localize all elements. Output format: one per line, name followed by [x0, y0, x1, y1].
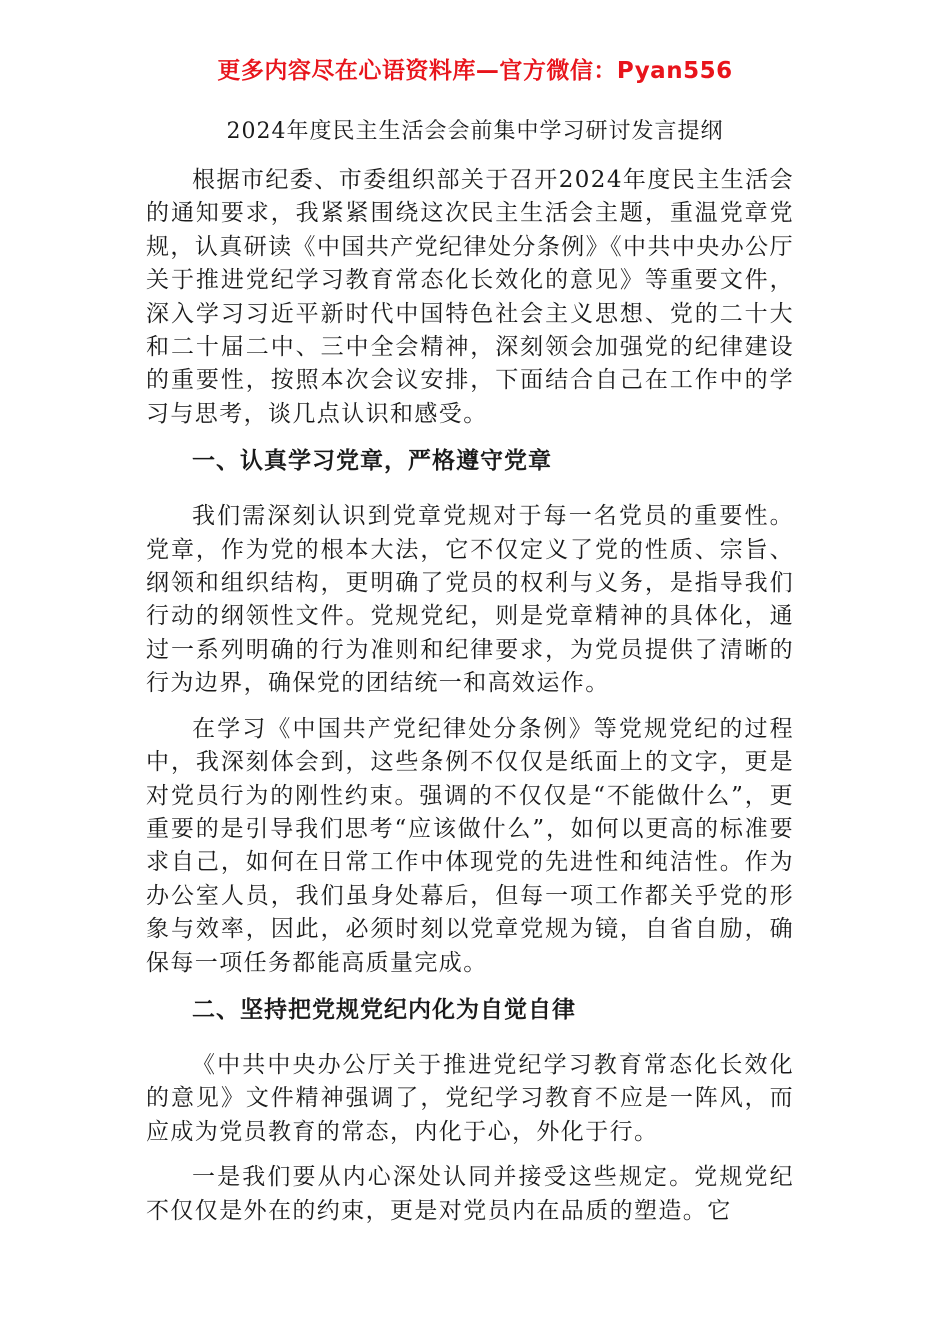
paragraph-3: 《中共中央办公厅关于推进党纪学习教育常态化长效化的意见》文件精神强调了，党纪学习教育不应是一阵风，而应成为党员教育的常态，内化于心，外化于行。: [146, 1051, 794, 1145]
paragraph-2: 在学习《中国共产党纪律处分条例》等党规党纪的过程中，我深刻体会到，这些条例不仅仅是纸面上的文字，更是对党员行为的刚性约束。强调的不仅仅是“不能做什么”，更重要的是引导我们思考“应该做什么”，如何以更高的标准要求自己，如何在日常工作中体现党的先进性和纯洁性。作为办公室人员，我们虽身处幕后，但每一项工作都关乎党的形象与效率，因此，必须时刻以党章党规为镜，自省自励，确保每一项任务都能高质量完成。: [146, 715, 794, 976]
paragraph-4: 一是我们要从内心深处认同并接受这些规定。党规党纪不仅仅是外在的约束，更是对党员内在品质的塑造。它: [146, 1164, 794, 1224]
document-title: 2024年度民主生活会会前集中学习研讨发言提纲: [226, 119, 724, 144]
intro-paragraph: 根据市纪委、市委组织部关于召开2024年度民主生活会的通知要求，我紧紧围绕这次民主生活会主题，重温党章党规，认真研读《中国共产党纪律处分条例》《中共中央办公厅关于推进党纪学习教育常态化长效化的意见》等重要文件，深入学习习近平新时代中国特色社会主义思想、党的二十大和二十届二中、三中全会精神，深刻领会加强党的纪律建设的重要性，按照本次会议安排，下面结合自己在工作中的学习与思考，谈几点认识和感受。: [146, 167, 794, 427]
section-heading-1: 一、认真学习党章，严格遵守党章: [192, 448, 552, 475]
paragraph-1: 我们需深刻认识到党章党规对于每一名党员的重要性。党章，作为党的根本大法，它不仅定义了党的性质、宗旨、纲领和组织结构，更明确了党员的权利与义务，是指导我们行动的纲领性文件。党规党纪，则是党章精神的具体化，通过一系列明确的行为准则和纪律要求，为党员提供了清晰的行为边界，确保党的团结统一和高效运作。: [146, 503, 794, 697]
promo-banner: 更多内容尽在心语资料库—官方微信：Pyan556: [217, 58, 733, 84]
document-body: [146, 164, 794, 1240]
section-heading-2: 二、坚持把党规党纪内化为自觉自律: [192, 996, 576, 1023]
